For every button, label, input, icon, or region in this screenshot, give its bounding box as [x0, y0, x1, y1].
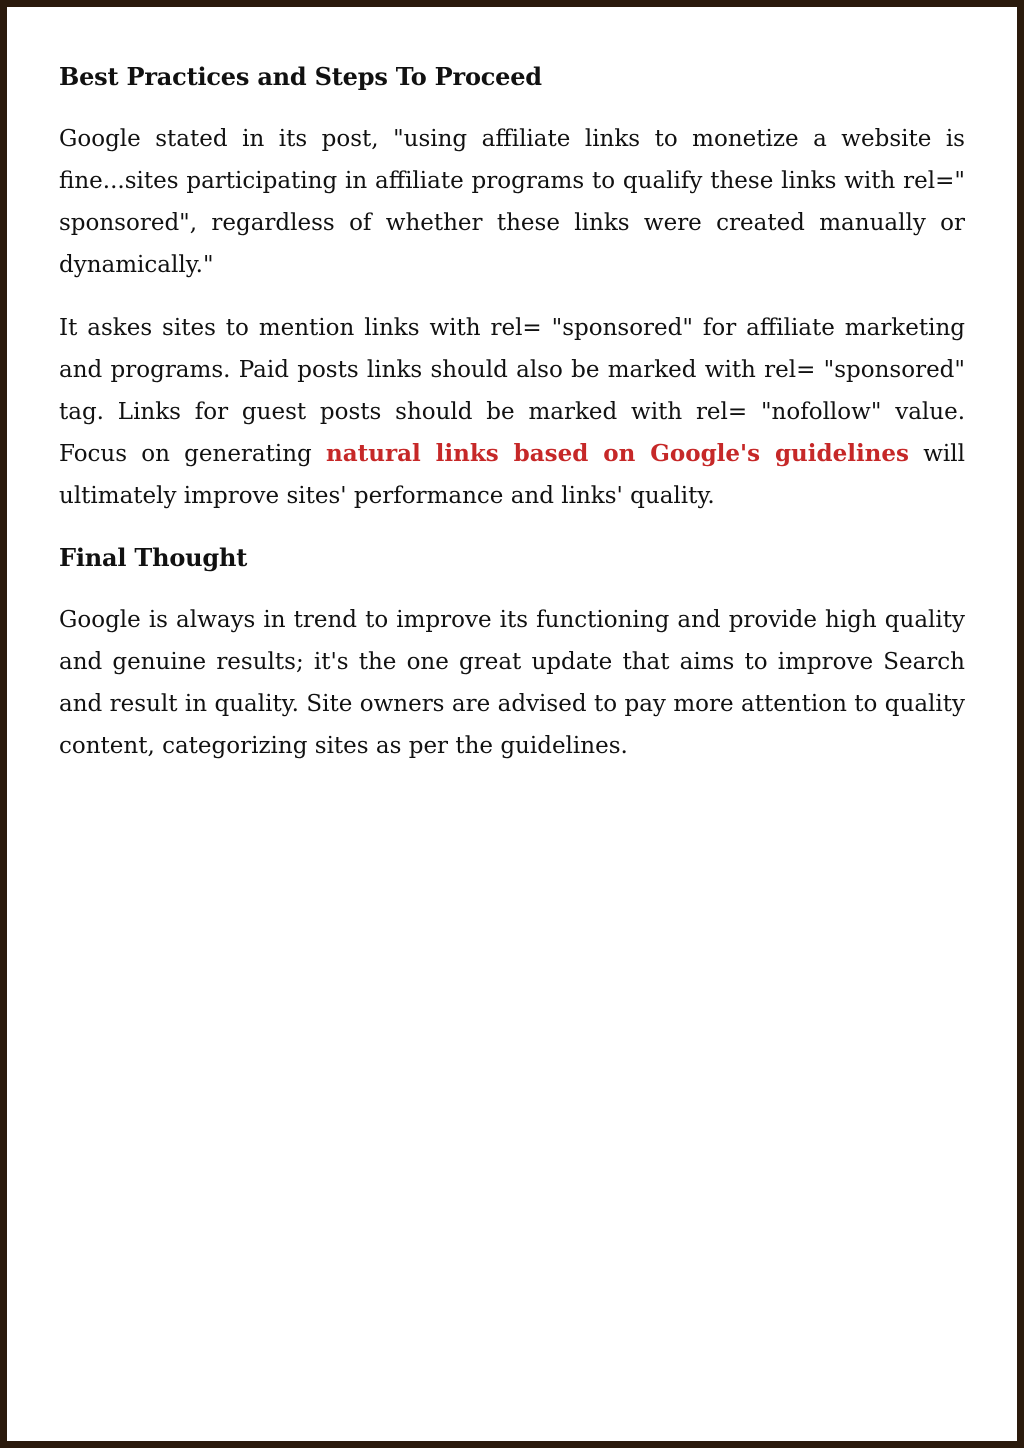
- natural-links-guidelines-link[interactable]: natural links based on Google's guidelines: [326, 440, 909, 467]
- section-heading-final-thought: Final Thought: [59, 543, 248, 572]
- paragraph-text: Google is always in trend to improve its functioning and provide high quality and genuine results; it's the one great update that aims to improve Search and result in quality. Site owners are advised to pay more attention to quality content, categorizing sites as per the guidelines.: [59, 607, 965, 759]
- paragraph-google-statement: [59, 118, 965, 286]
- section-heading-best-practices: Best Practices and Steps To Proceed: [59, 62, 542, 91]
- paragraph-final-thought: [59, 599, 965, 767]
- document-content: [59, 56, 965, 767]
- paragraph-rel-sponsored: [59, 307, 965, 517]
- paragraph-text: Google stated in its post, "using affiliate links to monetize a website is fine...sites participating in affiliate programs to qualify these links with rel=" sponsored", regardless of whether these links were created manually or dynamically.": [59, 126, 965, 278]
- paragraph-text-after-link: will ultimately improve sites' performance and links' quality.: [59, 441, 965, 509]
- paragraph-text-before-link: It askes sites to mention links with rel= "sponsored" for affiliate marketing and programs. Paid posts links should also be marked with rel= "sponsored" tag. Links for guest posts should be marked with rel= "nofollow" value. Focus on generating: [59, 315, 965, 467]
